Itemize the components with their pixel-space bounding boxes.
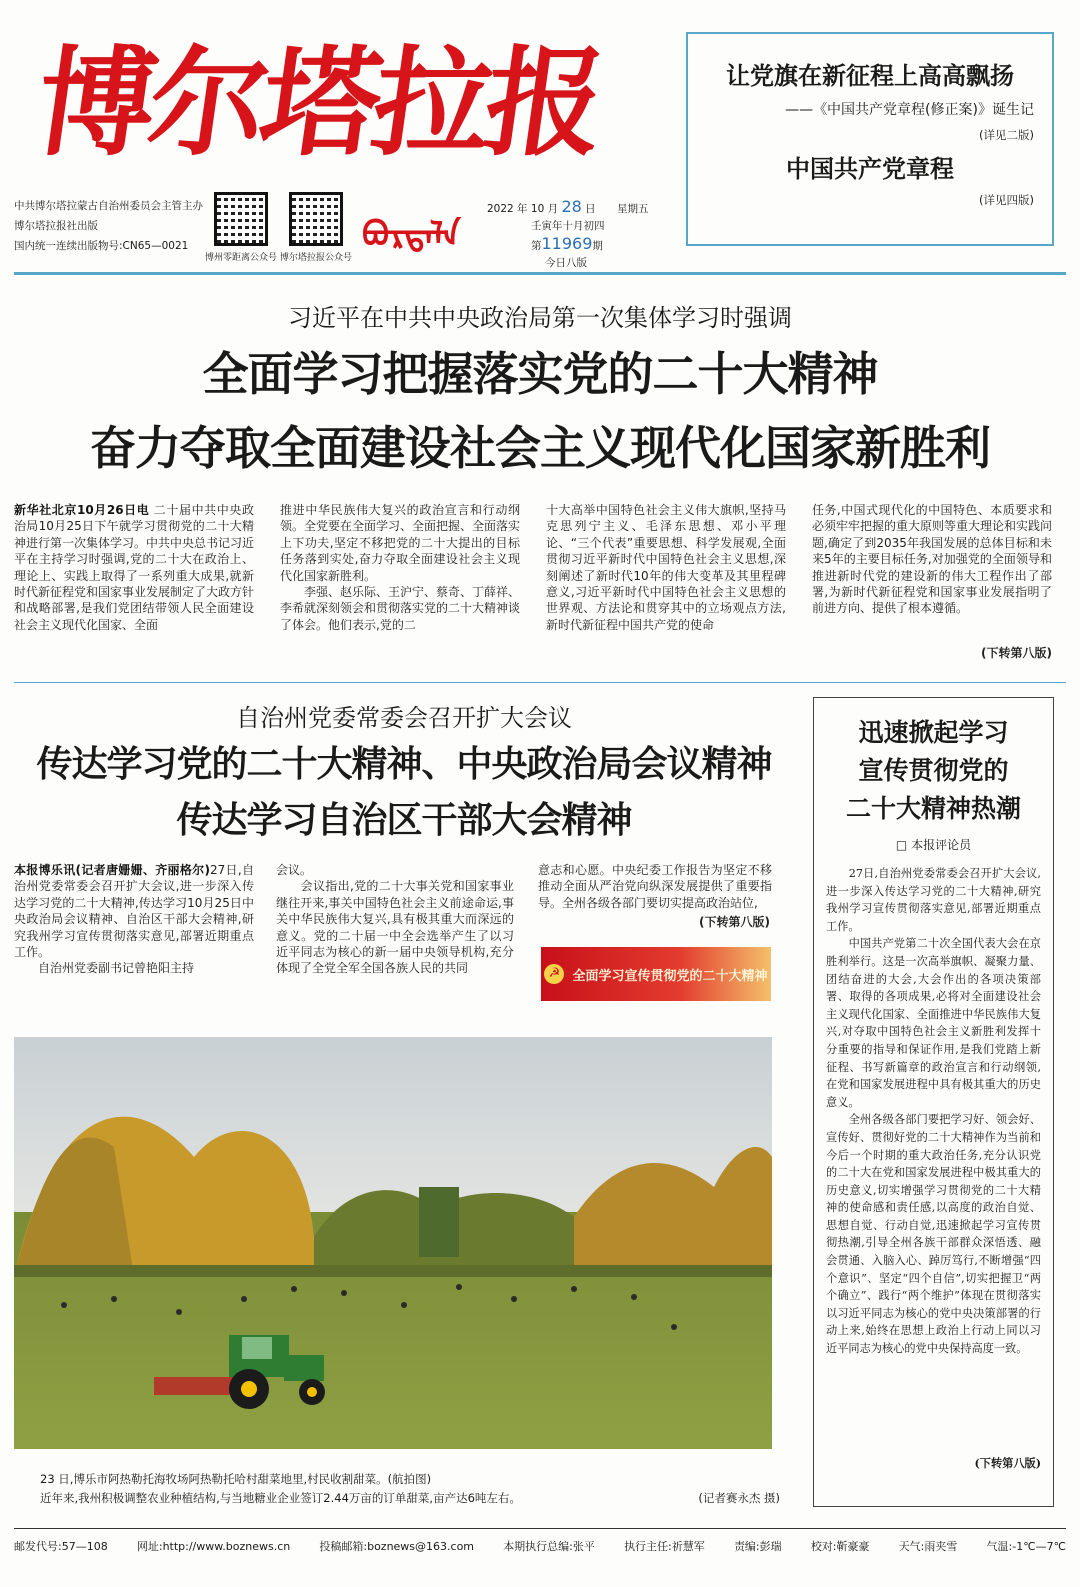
footer-editor: 责编:彭瑞 xyxy=(733,1540,782,1553)
publisher-line: 博尔塔拉报社出版 xyxy=(14,220,98,232)
banner-text: 全面学习宣传贯彻党的二十大精神 xyxy=(572,968,768,984)
commentary-byline: □ 本报评论员 xyxy=(895,838,972,852)
second-text: 27日,自治州党委常委会召开扩大会议,进一步深入传达学习党的二十大精神,传达学习10月25日中央政治局会议精神、自治区干部大会精神,研究我州学习宣传贯彻落实意见,部署近期重点工作。 自治州党委副书记曾艳阳主持 xyxy=(14,863,254,976)
weekday: 星期五 xyxy=(617,203,649,215)
second-column-3: 意志和心愿。中央纪委工作报告为坚定不移推动全面从严治党向纵深发展提供了重要指导。全州各级各部门要切实提高政治站位, xyxy=(538,863,772,910)
photo-caption-line: 近年来,我州积极调整农业种植结构,与当地糖业企业签订2.44万亩的订单甜菜,亩产达6吨左右。 xyxy=(40,1491,521,1505)
page-count: 今日八版 xyxy=(545,257,587,269)
footer-temperature: 气温:-1℃—7℃ xyxy=(986,1540,1066,1553)
lead-column-1 xyxy=(14,502,254,662)
footer-postal-code: 邮发代号:57—108 xyxy=(14,1540,108,1553)
promo-ref[interactable]: (详见四版) xyxy=(979,193,1034,207)
photo-caption-line: 23 日,博乐市阿热勒托海牧场阿热勒托哈村甜菜地里,村民收割甜菜。(航拍图) xyxy=(40,1472,432,1486)
qr-code-icon[interactable] xyxy=(289,192,343,246)
footer-divider xyxy=(14,1528,1066,1529)
lead-text: 二十届中共中央政治局10月25日下午就学习贯彻党的二十大精神进行第一次集体学习。中共中央总书记习近平在主持学习时强调,党的二十大在政治上、理论上、实践上取得了一系列重大成果,就新时代新征程党和国家事业发展制定了大政方针和战略部署,是我们党团结带领人民全面建设社会主义现代化国家、全面 xyxy=(14,503,254,632)
promo-subline: ——《中国共产党章程(修正案)》诞生记 xyxy=(785,102,1034,118)
qr-caption: 博州零距离公众号 xyxy=(205,253,278,263)
commentary-title[interactable]: 二十大精神热潮 xyxy=(845,794,1021,823)
second-byline: 本报博乐讯(记者唐姗姗、齐丽格尔) xyxy=(14,863,210,877)
lead-headline-1[interactable]: 全面学习把握落实党的二十大精神 xyxy=(202,347,878,401)
theme-banner[interactable] xyxy=(541,947,771,1001)
farm-field-photo xyxy=(14,1037,772,1449)
date-day: 28 xyxy=(561,197,582,216)
party-emblem-icon: ☭ xyxy=(544,964,564,984)
news-photo[interactable] xyxy=(14,1037,772,1449)
footer-chief-editor: 本期执行总编:张平 xyxy=(503,1540,595,1553)
issue-suffix: 期 xyxy=(592,240,603,252)
promo-headline[interactable]: 中国共产党章程 xyxy=(786,155,954,183)
lead-headline-2[interactable]: 奋力夺取全面建设社会主义现代化国家新胜利 xyxy=(90,421,990,475)
qr-block-2 xyxy=(280,192,352,263)
lunar-date: 壬寅年十月初四 xyxy=(531,220,605,232)
publisher-line: 中共博尔塔拉蒙古自治州委员会主管主办 xyxy=(14,200,203,212)
mongolian-title: ᠪᠣᠷᠲᠠᠯᠠ xyxy=(362,215,461,255)
commentary-body: 27日,自治州党委常委会召开扩大会议,进一步深入传达学习党的二十大精神,研究我州学习宣传贯彻落实意见,部署近期重点工作。 中国共产党第二十次全国代表大会在京胜利举行。这是一次高举旗帜、凝聚力量、团结奋进的大会,大会作出的各项决策部署、取得的各项成果,必将对全面建设社会主义现代化国家、全面推进中华民族伟大复兴,对夺取中国特色社会主义新胜利发挥十分重要的指导和保证作用,是我们党踏上新征程、书写新篇章的政治宣言和行动纲领,在党和国家发展进程中具有极其重大的历史意义。 全州各级各部门要把学习好、领会好、宣传好、贯彻好党的二十大精神作为当前和今后一个时期的重大政治任务,充分认识党的二十大在党和国家发展进程中极其重大的历史意义,切实增强学习贯彻党的二十大精神的使命感和责任感,以高度的政治自觉、思想自觉、行动自觉,迅速掀起学习宣传贯彻热潮,引导全州各族干部群众深悟透、融会贯通、入脑入心、踔厉笃行,不断增强“四个意识”、坚定“四个自信”,切实把握卫“两个确立”、践行“两个维护”体现在贯彻落实以习近平同志为核心的党中央决策部署的行动上来,始终在思想上政治上行动上同以习近平同志为核心的党中央保持高度一致。 xyxy=(826,867,1041,1356)
promo-headline[interactable]: 让党旗在新征程上高高飘扬 xyxy=(726,62,1014,90)
section-divider xyxy=(14,682,1066,683)
second-kicker: 自治州党委常委会召开扩大会议 xyxy=(236,704,572,732)
footer-website-link[interactable]: 网址:http://www.boznews.cn xyxy=(136,1540,291,1553)
footer xyxy=(14,1538,1066,1554)
footer-executive-director: 执行主任:祈慧军 xyxy=(624,1540,705,1553)
second-continued[interactable]: (下转第八版) xyxy=(699,915,770,929)
qr-block-1 xyxy=(205,192,277,263)
publisher-info xyxy=(14,196,204,256)
lead-column-4: 任务,中国式现代化的中国特色、本质要求和必须牢牢把握的重大原则等重大理论和实践问题,确定了到2035年我国发展的总体目标和未来5年的主要目标任务,对加强党的全面领导和推进新时代党的建设新的伟大工程作出了部署,为新时代新征程党和国家事业发展指明了前进方向、提供了根本遵循。 xyxy=(812,503,1052,616)
commentary-title[interactable]: 迅速掀起学习 xyxy=(858,718,1009,747)
footer-proofreader: 校对:靳豪豪 xyxy=(810,1540,870,1553)
lead-continued[interactable]: (下转第八版) xyxy=(981,646,1052,660)
second-column-2: 会议。 会议指出,党的二十大事关党和国家事业继往开来,事关中国特色社会主义前途命运,事关中华民族伟大复兴,具有极其重大而深远的意义。党的二十届一中全会选举产生了以习近平同志为核心的新一届中央领导机构,充分体现了全党全军全国各族人民的共同 xyxy=(276,863,514,976)
masthead-title: 博尔塔拉报 xyxy=(28,33,608,172)
date-day-suffix: 日 xyxy=(585,203,596,215)
second-headline-2[interactable]: 传达学习自治区干部大会精神 xyxy=(176,800,632,841)
date-year-month: 2022 年 10 月 xyxy=(487,203,559,215)
commentary-box xyxy=(813,697,1054,1507)
second-headline-1[interactable]: 传达学习党的二十大精神、中央政治局会议精神 xyxy=(36,744,772,785)
date-block xyxy=(487,198,667,272)
photo-caption xyxy=(40,1470,780,1508)
commentary-continued[interactable]: (下转第八版) xyxy=(974,1456,1041,1470)
promo-ref[interactable]: (详见二版) xyxy=(979,128,1034,142)
issue-number: 11969 xyxy=(541,234,593,253)
footer-email-link[interactable]: 投稿邮箱:boznews@163.com xyxy=(319,1540,475,1553)
second-column-1 xyxy=(14,862,254,1012)
lead-column-2: 推进中华民族伟大复兴的政治宣言和行动纲领。全党要在全面学习、全面把握、全面落实上下功夫,坚定不移把党的二十大提出的目标任务落到实处,奋力夺取全面建设社会主义现代化国家新胜利。 李强、赵乐际、王沪宁、蔡奇、丁薛祥、李希就深刻领会和贯彻落实党的二十大精神谈了体会。他们表示,党的二 xyxy=(280,503,520,632)
issue-prefix: 第 xyxy=(531,240,542,252)
qr-code-icon[interactable] xyxy=(214,192,268,246)
publisher-line: 国内统一连续出版物号:CN65—0021 xyxy=(14,240,189,252)
lead-kicker: 习近平在中共中央政治局第一次集体学习时强调 xyxy=(288,304,792,332)
lead-column-3: 十大高举中国特色社会主义伟大旗帜,坚持马克思列宁主义、毛泽东思想、邓小平理论、“三个代表”重要思想、科学发展观,全面贯彻习近平新时代中国特色社会主义思想,深刻阐述了新时代10年的伟大变革及其里程碑意义,习近平新时代中国特色社会主义思想的世界观、方法论和贯穿其中的立场观点方法,新时代新征程中国共产党的使命 xyxy=(546,503,786,632)
top-promo-box xyxy=(686,32,1054,246)
photo-credit: (记者赛永杰 摄) xyxy=(698,1491,780,1505)
lead-dateline: 新华社北京10月26日电 xyxy=(14,503,150,517)
footer-weather: 天气:雨夹雪 xyxy=(898,1540,958,1553)
masthead-divider xyxy=(14,272,1066,275)
commentary-title[interactable]: 宣传贯彻党的 xyxy=(858,756,1009,785)
qr-caption: 博尔塔拉报公众号 xyxy=(280,253,353,263)
